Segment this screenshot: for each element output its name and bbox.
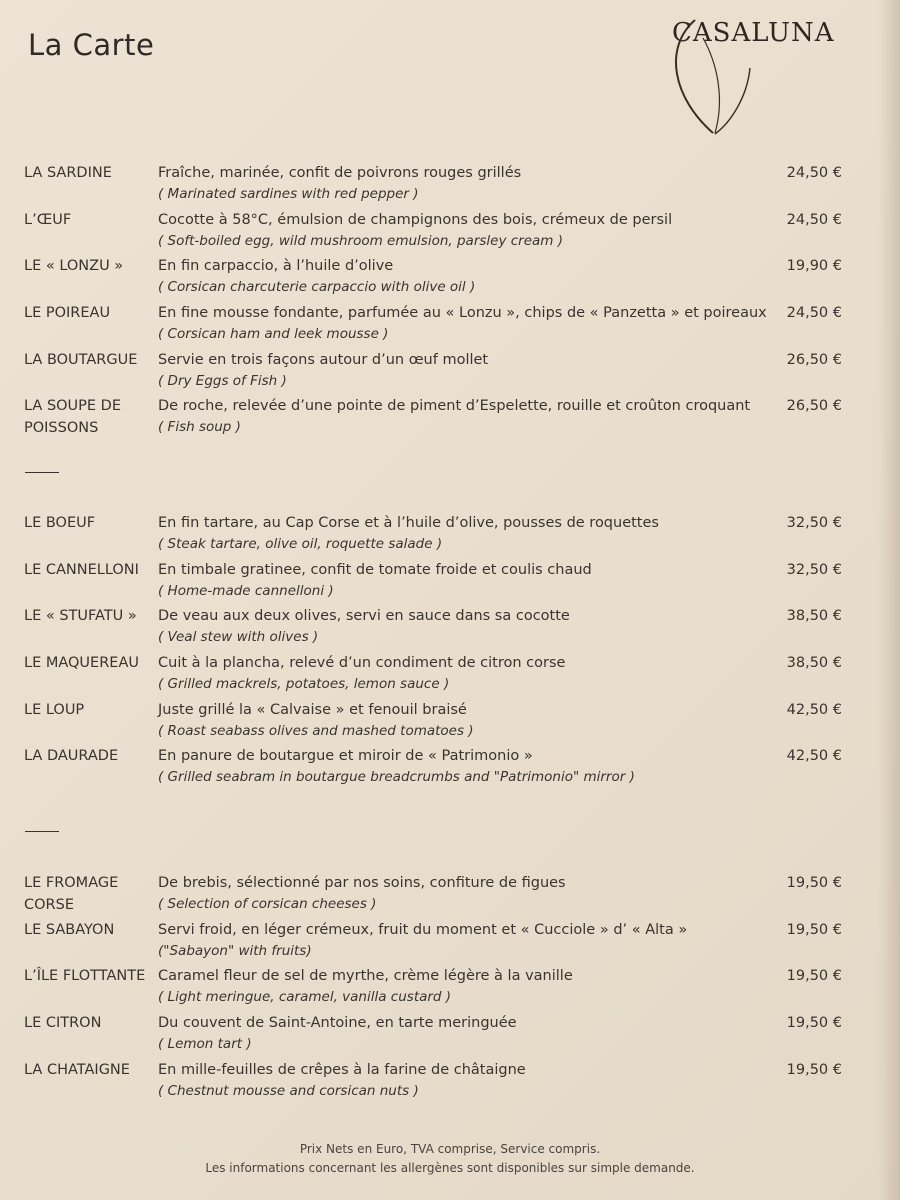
dish-price: 24,50 €	[786, 211, 842, 228]
dish-name: LA CHATAIGNE	[24, 1061, 130, 1078]
dish-translation: ( Fish soup )	[158, 419, 241, 436]
dish-price: 38,50 €	[786, 655, 842, 672]
dish-translation: ( Home-made cannelloni )	[158, 582, 334, 599]
dish-name: LE CITRON	[24, 1015, 102, 1032]
dish-price: 24,50 €	[786, 305, 842, 322]
dish-price: 42,50 €	[786, 748, 842, 765]
dish-name: L’ŒUF	[24, 211, 72, 228]
dish-description: En fine mousse fondante, parfumée au « Lonzu », chips de « Panzetta » et poireaux	[158, 305, 767, 322]
dish-description: En fin carpaccio, à l’huile d’olive	[158, 258, 394, 275]
dish-price: 32,50 €	[786, 561, 842, 578]
dish-price: 24,50 €	[786, 165, 842, 181]
menu-item	[0, 302, 900, 349]
menu-item	[0, 745, 900, 791]
dish-translation: ( Marinated sardines with red pepper )	[158, 186, 419, 202]
dish-translation: ( Corsican ham and leek mousse )	[158, 326, 389, 343]
dish-price: 38,50 €	[786, 608, 842, 625]
dish-description: De roche, relevée d’une pointe de piment d’Espelette, rouille et croûton croquant	[158, 398, 751, 415]
dish-name: LE MAQUEREAU	[24, 655, 139, 672]
menu-item	[0, 559, 900, 606]
dish-translation: ( Steak tartare, olive oil, roquette salade )	[158, 536, 443, 552]
dish-name: LA DAURADE	[24, 748, 119, 765]
dish-price: 19,50 €	[786, 921, 842, 938]
menu-item	[0, 919, 900, 966]
footer	[0, 1140, 900, 1178]
dish-translation: ( Lemon tart )	[158, 1036, 252, 1053]
menu-item	[0, 605, 900, 652]
dish-translation: ( Light meringue, caramel, vanilla custard )	[158, 989, 452, 1006]
dish-translation: ( Grilled seabram in boutargue breadcrumbs and "Patrimonio" mirror )	[158, 769, 635, 786]
dish-name: LA SARDINE	[24, 165, 112, 181]
menu-item	[0, 162, 900, 209]
dish-translation: ( Veal stew with olives )	[158, 629, 319, 646]
menu-item	[0, 349, 900, 396]
dish-name: LE CANNELLONI	[24, 561, 139, 578]
dish-price: 42,50 €	[786, 701, 842, 718]
dish-price: 26,50 €	[786, 351, 842, 368]
dish-name: LE « LONZU »	[24, 258, 124, 275]
dish-description: Servie en trois façons autour d’un œuf mollet	[158, 351, 489, 368]
dish-price: 19,50 €	[786, 1015, 842, 1032]
dish-translation: ("Sabayon" with fruits)	[158, 942, 312, 959]
menu-item	[0, 512, 900, 559]
dish-description: En fin tartare, au Cap Corse et à l’huile d’olive, pousses de roquettes	[158, 515, 659, 531]
dish-description: De veau aux deux olives, servi en sauce dans sa cocotte	[158, 608, 570, 625]
dish-name: L’ÎLE FLOTTANTE	[24, 968, 146, 985]
entrees-section	[0, 162, 900, 441]
dish-name: LE SABAYON	[24, 921, 115, 938]
dish-description: Fraîche, marinée, confit de poivrons rouges grillés	[158, 165, 522, 181]
dish-description: Servi froid, en léger crémeux, fruit du moment et « Cucciole » d’ « Alta »	[158, 921, 688, 938]
dish-name: LE POIREAU	[24, 305, 111, 322]
dish-name: LE « STUFATU »	[24, 608, 137, 625]
dish-description: Cocotte à 58°C, émulsion de champignons des bois, crémeux de persil	[158, 211, 673, 228]
dish-name: LE BOEUF	[24, 515, 96, 531]
menu-item	[0, 965, 900, 1012]
dish-price: 32,50 €	[786, 515, 842, 531]
dish-translation: ( Selection of corsican cheeses )	[158, 896, 377, 912]
menu-item	[0, 395, 900, 441]
dish-description: En mille-feuilles de crêpes à la farine de châtaigne	[158, 1061, 526, 1078]
menu-item	[0, 255, 900, 302]
dish-description: En timbale gratinee, confit de tomate froide et coulis chaud	[158, 561, 592, 578]
dish-translation: ( Chestnut mousse and corsican nuts )	[158, 1082, 419, 1099]
dish-price: 19,50 €	[786, 875, 842, 891]
dish-name: LA SOUPE DE POISSONS	[24, 398, 122, 437]
dish-description: De brebis, sélectionné par nos soins, confiture de figues	[158, 875, 566, 891]
footer-allergen-note: Les informations concernant les allergènes sont disponibles sur simple demande.	[205, 1161, 695, 1175]
section-divider	[25, 472, 59, 473]
dish-description: Juste grillé la « Calvaise » et fenouil braisé	[158, 701, 467, 718]
footer-price-note: Prix Nets en Euro, TVA comprise, Service compris.	[299, 1142, 601, 1156]
dish-name: LA BOUTARGUE	[24, 351, 138, 368]
dish-description: En panure de boutargue et miroir de « Patrimonio »	[158, 748, 533, 765]
dish-translation: ( Roast seabass olives and mashed tomatoes )	[158, 722, 474, 739]
menu-item	[0, 209, 900, 256]
dish-price: 19,90 €	[786, 258, 842, 275]
dish-description: Du couvent de Saint-Antoine, en tarte meringuée	[158, 1015, 517, 1032]
menu-item	[0, 652, 900, 699]
dish-translation: ( Corsican charcuterie carpaccio with olive oil )	[158, 279, 476, 296]
menu-item	[0, 699, 900, 746]
plats-section	[0, 512, 900, 791]
dish-price: 19,50 €	[786, 968, 842, 985]
desserts-section	[0, 872, 900, 1105]
section-divider	[25, 831, 59, 832]
dish-translation: ( Soft-boiled egg, wild mushroom emulsion, parsley cream )	[158, 232, 564, 249]
dish-name: LE LOUP	[24, 701, 85, 718]
dish-description: Caramel fleur de sel de myrthe, crème légère à la vanille	[158, 968, 573, 985]
page-title: La Carte	[28, 28, 155, 62]
menu-item	[0, 1012, 900, 1059]
logo-text: CASALUNA	[672, 18, 835, 48]
dish-translation: ( Dry Eggs of Fish )	[158, 372, 287, 389]
dish-price: 26,50 €	[786, 398, 842, 415]
dish-description: Cuit à la plancha, relevé d’un condiment de citron corse	[158, 655, 566, 672]
menu-item	[0, 1059, 900, 1105]
dish-translation: ( Grilled mackrels, potatoes, lemon sauce )	[158, 676, 450, 693]
dish-name: LE FROMAGE CORSE	[24, 875, 119, 913]
dish-price: 19,50 €	[786, 1061, 842, 1078]
menu-item	[0, 872, 900, 919]
